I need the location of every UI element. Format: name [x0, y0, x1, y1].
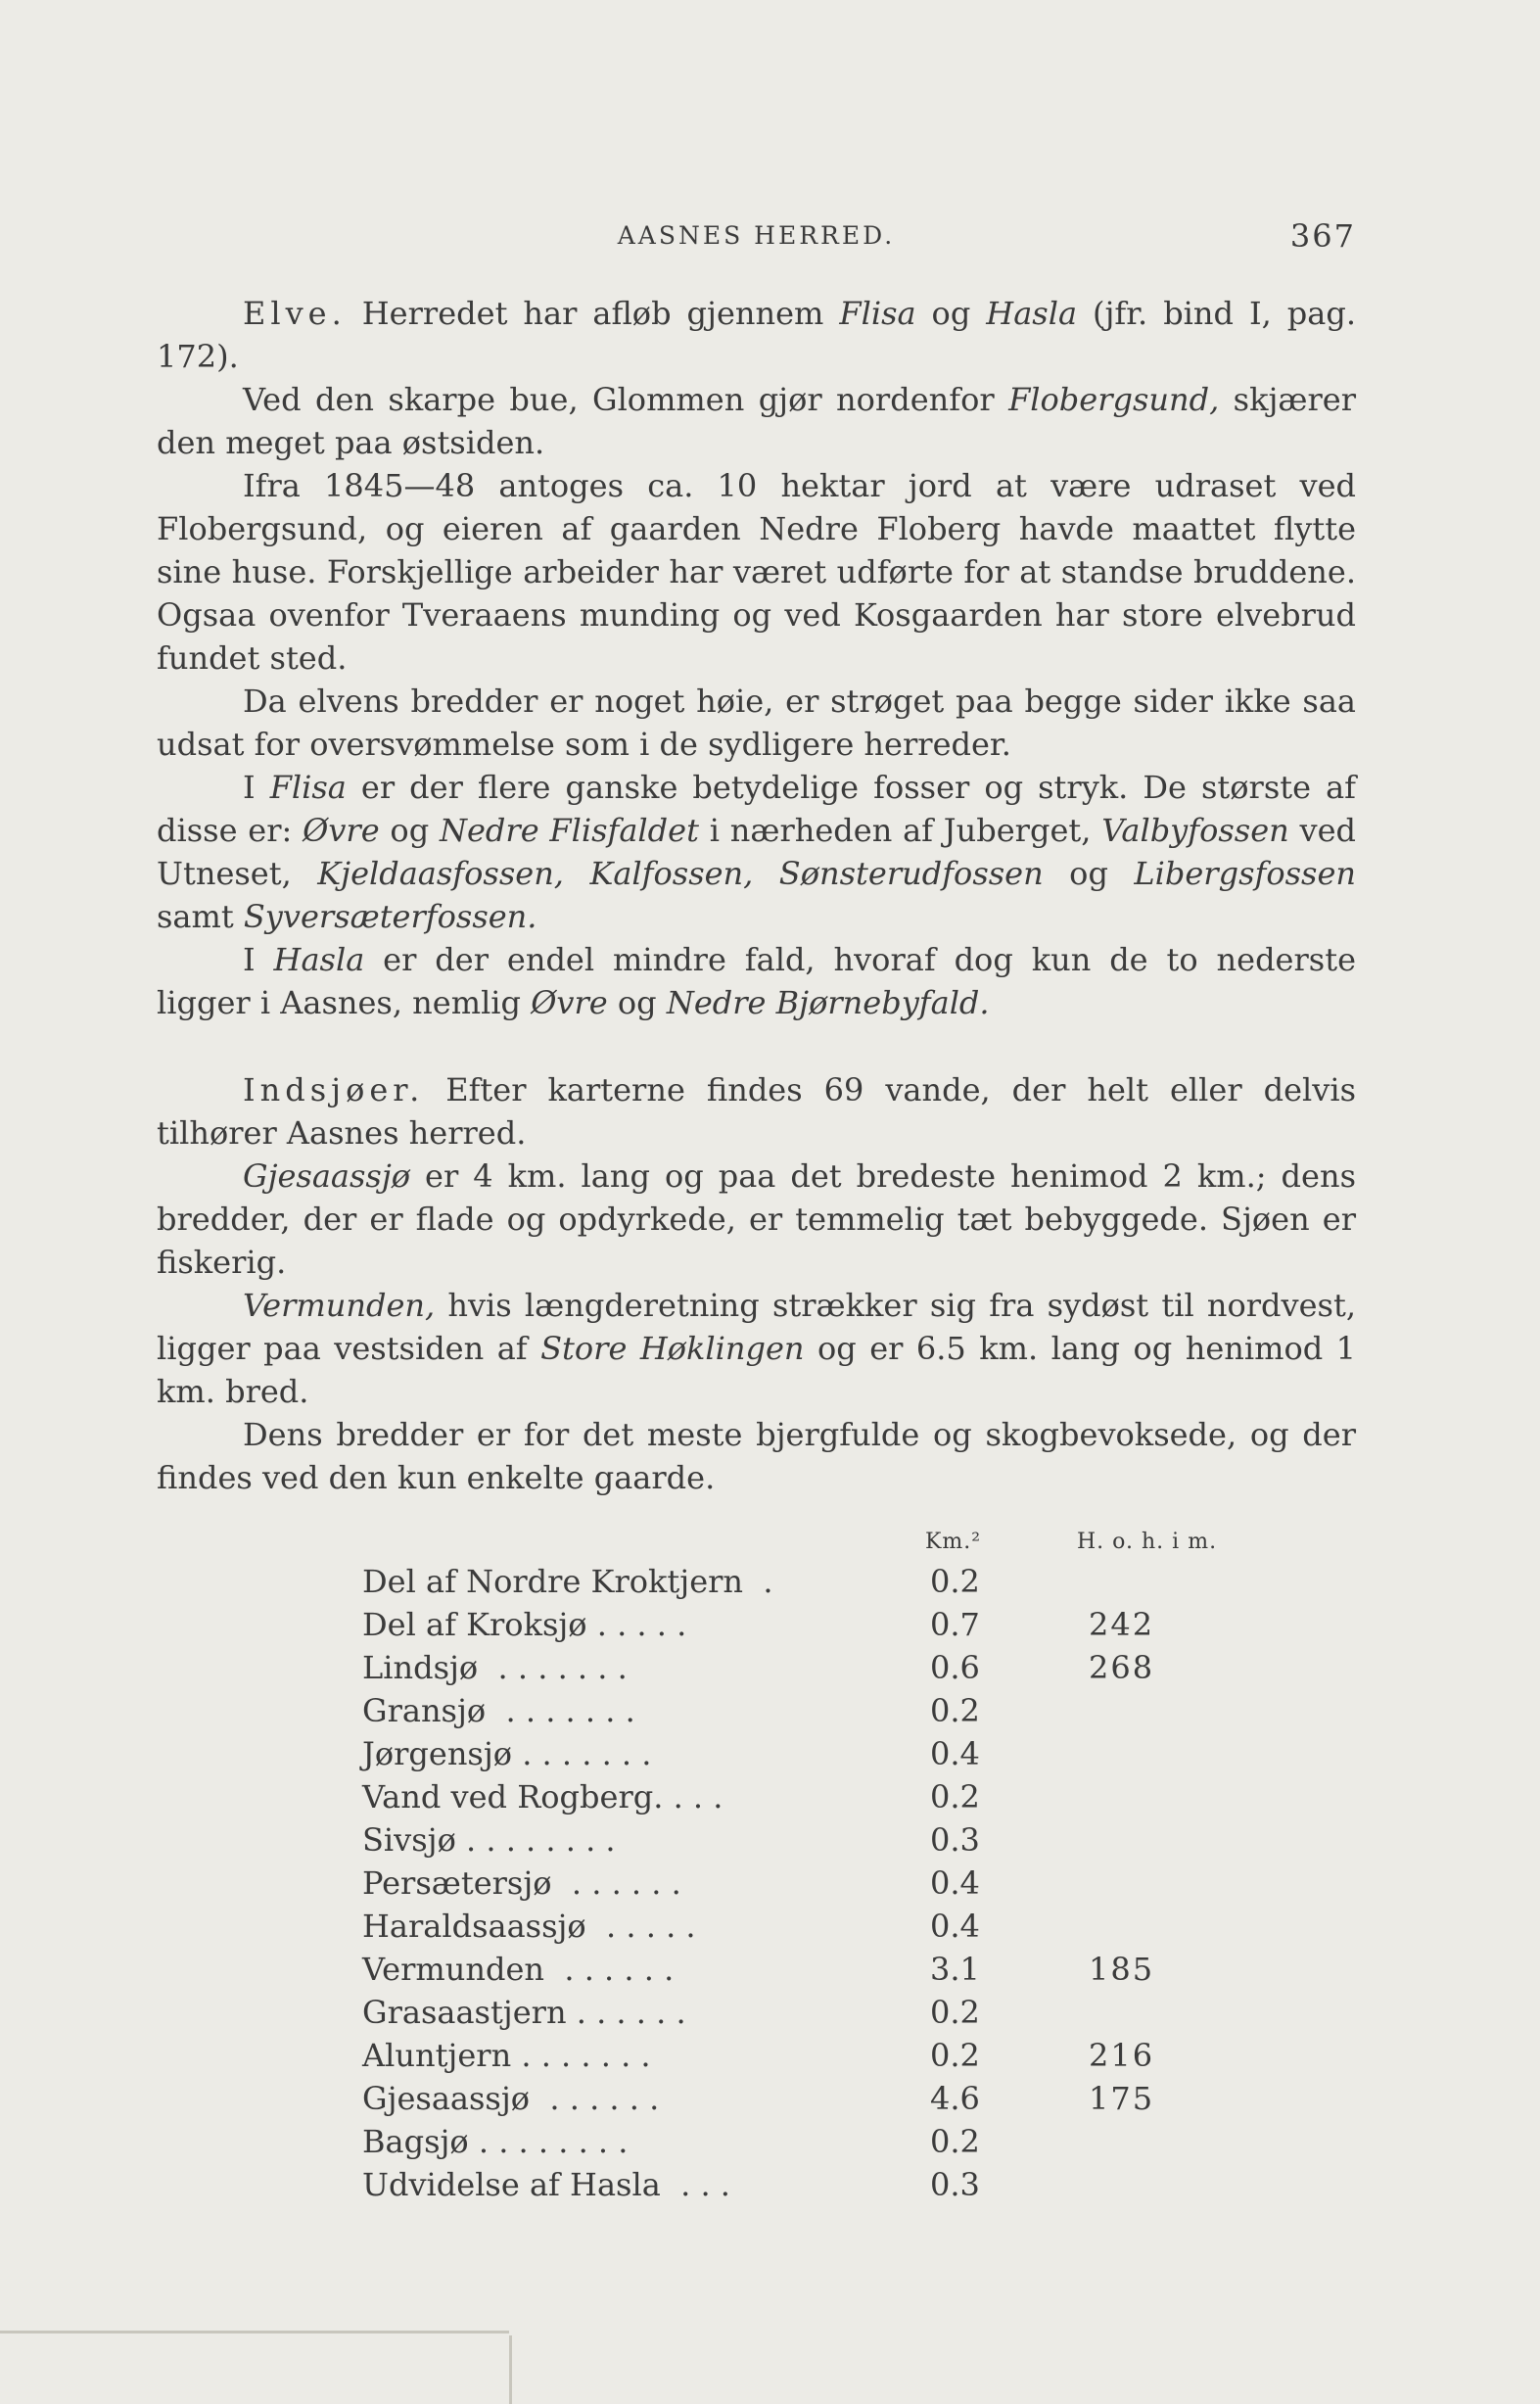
cell-name: Lindsjø . . . . . . .	[362, 1649, 628, 1686]
cell-name: Sivsjø . . . . . . . .	[362, 1821, 616, 1859]
paragraph-udraset: Ifra 1845—48 antoges ca. 10 hektar jord at være udraset ved Flobergsund, og eieren af gaarden Nedre Floberg havde maattet flytte sine huse. Forskjellige arbeider har været udførte for at standse bruddene. Ogsaa ovenfor Tveraaens munding og ved Kosgaarden har store elvebrud fundet sted.	[157, 467, 1356, 677]
cell-km: 4.6	[930, 2080, 980, 2117]
cell-name: Haraldsaassjø . . . . .	[362, 1908, 696, 1945]
cell-km: 0.6	[930, 1649, 980, 1686]
cell-name: Vermunden . . . . . .	[362, 1951, 675, 1988]
cell-h: 216	[1089, 2037, 1155, 2074]
cell-km: 0.2	[930, 1994, 980, 2031]
cell-name: Gransjø . . . . . . .	[362, 1692, 635, 1729]
cell-name: Persætersjø . . . . . .	[362, 1864, 681, 1902]
cell-name: Del af Kroksjø . . . . .	[362, 1606, 687, 1643]
cell-km: 0.2	[930, 2123, 980, 2160]
cell-km: 0.4	[930, 1735, 980, 1772]
header-title: AASNES HERRED.	[617, 221, 896, 250]
cell-km: 0.2	[930, 1778, 980, 1815]
paragraph-dens-bredder: Dens bredder er for det meste bjergfulde og skogbevoksede, og der findes ved den kun enkelte gaarde.	[157, 1416, 1356, 1496]
paragraph-fosser: I Flisa er der flere ganske betydelige fosser og stryk. De største af disse er: Øvre og Nedre Flisfaldet i nærheden af Juberget, Valbyfossen ved Utneset, Kjeldaasfossen, Kalfossen, Sønsterudfossen og Libergsfossen samt Syversæterfossen.	[157, 769, 1357, 935]
table-row	[362, 1732, 1356, 1775]
paragraph-bredder: Da elvens bredder er noget høie, er strøget paa begge sider ikke saa udsat for oversvømmelse som i de sydligere herreder.	[157, 683, 1356, 763]
lakes-table	[362, 1521, 1356, 2206]
table-row	[362, 1948, 1356, 1991]
cell-name: Vand ved Rogberg. . . .	[362, 1778, 723, 1815]
running-header	[157, 215, 1356, 255]
page-number: 367	[1289, 217, 1356, 255]
table-row	[362, 1905, 1356, 1948]
book-page	[157, 215, 1356, 2206]
cell-name: Aluntjern . . . . . . .	[362, 2037, 651, 2074]
cell-km: 0.3	[930, 1821, 980, 1859]
body-text	[157, 292, 1356, 1499]
table-row	[362, 1560, 1356, 1603]
section-gap	[157, 1024, 1356, 1068]
cell-name: Bagsjø . . . . . . . .	[362, 2123, 629, 2160]
paragraph-elve: Elve. Herredet har afløb gjennem Flisa og Hasla (jfr. bind I, pag. 172).	[157, 295, 1357, 375]
cell-km: 0.2	[930, 2037, 980, 2074]
scan-edge-line-vertical	[509, 2335, 512, 2404]
table-row	[362, 1862, 1356, 1905]
cell-km: 0.4	[930, 1864, 980, 1902]
cell-h: 175	[1089, 2080, 1155, 2117]
table-row	[362, 1603, 1356, 1646]
table-body	[362, 1560, 1356, 2206]
cell-km: 0.7	[930, 1606, 980, 1643]
column-header-km: Km.²	[925, 1530, 982, 1554]
cell-name: Grasaastjern . . . . . .	[362, 1994, 686, 2031]
paragraph-vermunden: Vermunden, hvis længderetning strækker sig fra sydøst til nordvest, ligger paa vestsiden af Store Høklingen og er 6.5 km. lang og henimod 1 km. bred.	[157, 1287, 1357, 1410]
cell-km: 0.2	[930, 1563, 980, 1600]
paragraph-indsjoer: Indsjøer. Efter karterne findes 69 vande, der helt eller delvis tilhører Aasnes herred.	[157, 1071, 1356, 1152]
table-row	[362, 1818, 1356, 1862]
cell-name: Udvidelse af Hasla . . .	[362, 2166, 730, 2203]
cell-h: 268	[1089, 1649, 1155, 1686]
section-label-elve: Elve.	[243, 295, 347, 332]
table-row	[362, 2034, 1356, 2077]
table-row	[362, 2163, 1356, 2206]
cell-km: 0.2	[930, 1692, 980, 1729]
paragraph-hasla: I Hasla er der endel mindre fald, hvoraf dog kun de to nederste ligger i Aasnes, nemlig Øvre og Nedre Bjørnebyfald.	[157, 941, 1357, 1021]
section-label-indsjoer: Indsjøer.	[243, 1071, 425, 1108]
table-row	[362, 2077, 1356, 2120]
cell-h: 242	[1089, 1606, 1155, 1643]
cell-name: Del af Nordre Kroktjern .	[362, 1563, 773, 1600]
paragraph-glommen: Ved den skarpe bue, Glommen gjør nordenfor Flobergsund, skjærer den meget paa østsiden.	[157, 381, 1357, 461]
table-row	[362, 2120, 1356, 2163]
cell-km: 0.3	[930, 2166, 980, 2203]
cell-km: 3.1	[930, 1951, 980, 1988]
table-row	[362, 1991, 1356, 2034]
cell-km: 0.4	[930, 1908, 980, 1945]
table-row	[362, 1775, 1356, 1818]
table-row	[362, 1689, 1356, 1732]
cell-name: Jørgensjø . . . . . . .	[362, 1735, 652, 1772]
paragraph-gjesaassjo: Gjesaassjø er 4 km. lang og paa det bredeste henimod 2 km.; dens bredder, der er flade og opdyrkede, er temmelig tæt bebyggede. Sjøen er fiskerig.	[157, 1157, 1356, 1281]
table-header	[362, 1521, 1356, 1560]
column-header-height: H. o. h. i m.	[1077, 1530, 1218, 1554]
cell-h: 185	[1089, 1951, 1155, 1988]
scan-edge-line	[0, 2331, 509, 2333]
cell-name: Gjesaassjø . . . . . .	[362, 2080, 660, 2117]
table-row	[362, 1646, 1356, 1689]
